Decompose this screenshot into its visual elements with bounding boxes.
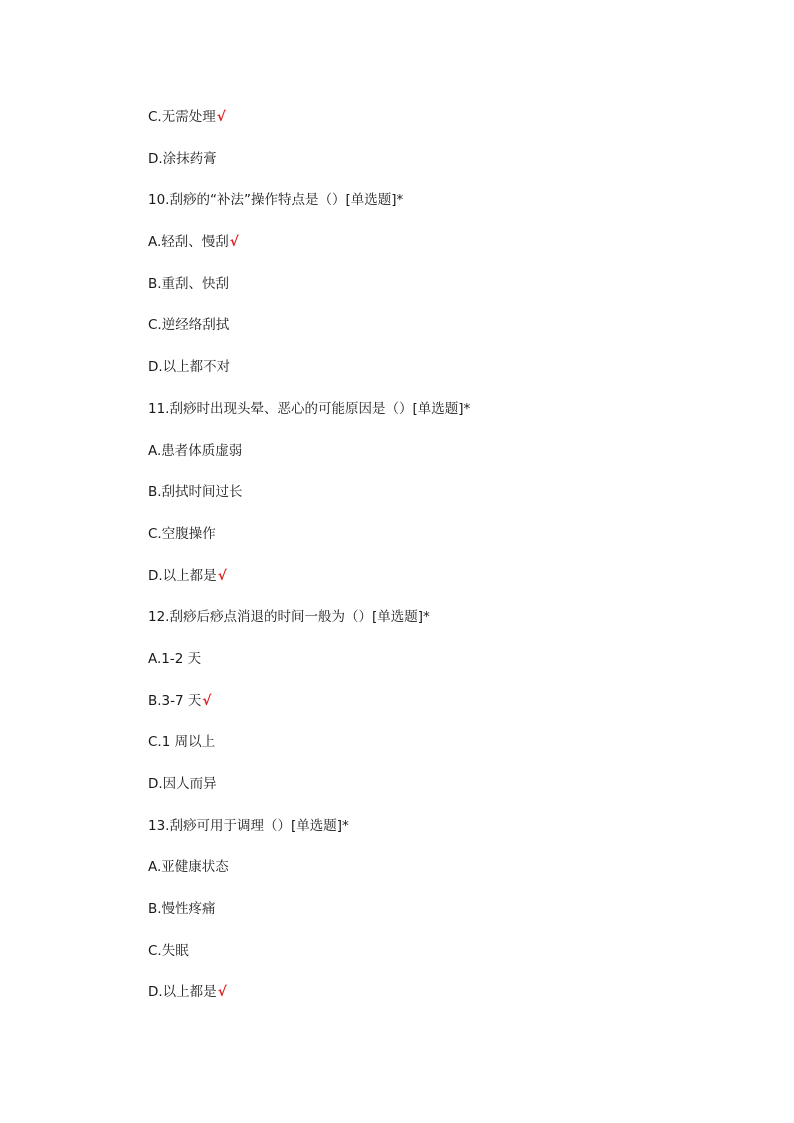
option-line xyxy=(148,564,748,606)
option-line xyxy=(148,147,748,189)
line-text: D.以上都是 xyxy=(148,984,217,1001)
option-line xyxy=(148,939,748,981)
line-text: 13.刮痧可用于调理（）[单选题]* xyxy=(148,817,349,834)
line-text: C.失眠 xyxy=(148,942,189,959)
line-text: C.空腹操作 xyxy=(148,525,216,542)
line-text: A.亚健康状态 xyxy=(148,859,229,876)
option-line xyxy=(148,272,748,314)
checkmark-icon: √ xyxy=(217,984,227,1001)
checkmark-icon: √ xyxy=(202,692,212,709)
question-line xyxy=(148,188,748,230)
option-line xyxy=(148,980,748,1022)
line-text: A.轻刮、慢刮 xyxy=(148,234,229,251)
line-text: D.涂抹药膏 xyxy=(148,150,217,167)
question-line xyxy=(148,814,748,856)
question-line xyxy=(148,605,748,647)
option-line xyxy=(148,730,748,772)
line-text: B.刮拭时间过长 xyxy=(148,484,243,501)
option-line xyxy=(148,647,748,689)
checkmark-icon: √ xyxy=(217,567,227,584)
option-line xyxy=(148,897,748,939)
line-text: B.3-7 天 xyxy=(148,692,202,709)
option-line xyxy=(148,105,748,147)
line-text: C.1 周以上 xyxy=(148,734,216,751)
question-line xyxy=(148,397,748,439)
line-text: B.重刮、快刮 xyxy=(148,275,230,292)
option-line xyxy=(148,230,748,272)
line-text: D.以上都是 xyxy=(148,567,217,584)
option-line xyxy=(148,689,748,731)
checkmark-icon: √ xyxy=(229,234,239,251)
line-text: B.慢性疼痛 xyxy=(148,901,216,918)
option-line xyxy=(148,855,748,897)
line-text: 10.刮痧的“补法”操作特点是（）[单选题]* xyxy=(148,192,404,209)
document-page xyxy=(148,105,748,1022)
option-line xyxy=(148,522,748,564)
option-line xyxy=(148,313,748,355)
option-line xyxy=(148,480,748,522)
line-text: C.无需处理 xyxy=(148,109,216,125)
line-text: A.1-2 天 xyxy=(148,650,202,667)
option-line xyxy=(148,355,748,397)
line-text: D.以上都不对 xyxy=(148,359,231,376)
option-line xyxy=(148,439,748,481)
line-text: A.患者体质虚弱 xyxy=(148,442,243,459)
checkmark-icon: √ xyxy=(216,109,226,125)
option-line xyxy=(148,772,748,814)
line-text: 11.刮痧时出现头晕、恶心的可能原因是（）[单选题]* xyxy=(148,400,471,417)
line-text: 12.刮痧后痧点消退的时间一般为（）[单选题]* xyxy=(148,609,430,626)
line-text: D.因人而异 xyxy=(148,776,217,792)
line-text: C.逆经络刮拭 xyxy=(148,317,230,334)
